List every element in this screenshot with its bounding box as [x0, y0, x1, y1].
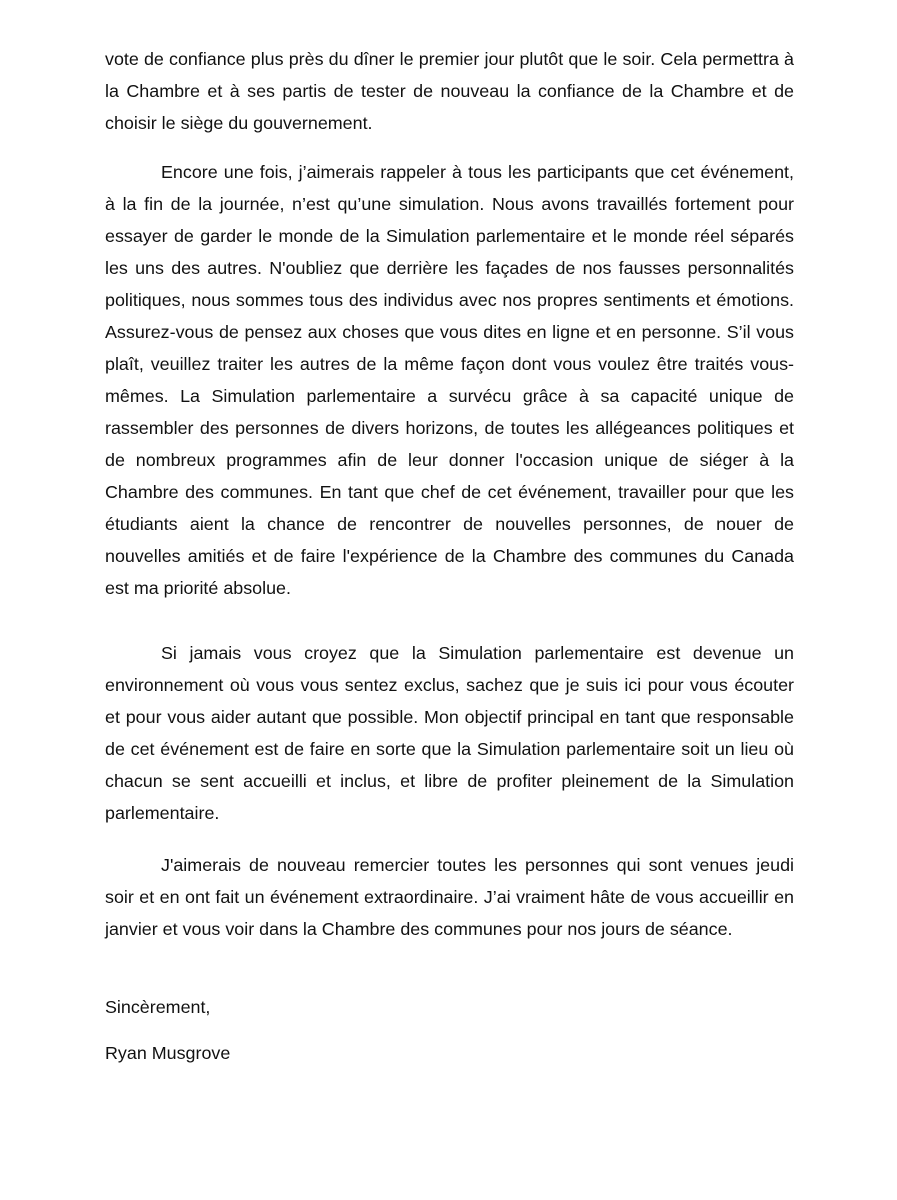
paragraph-3: Si jamais vous croyez que la Simulation parlementaire est devenue un environnement où vous vous sentez exclus, sachez que je suis ici pour vous écouter et pour vous aider autant que possible. Mon objectif principal en tant que responsable de cet événement est de faire en sorte que la Simulation parlementaire soit un lieu où chacun se sent accueilli et inclus, et libre de profiter pleinement de la Simulation parlementaire.	[105, 643, 794, 823]
paragraph-2: Encore une fois, j’aimerais rappeler à tous les participants que cet événement, à la fin de la journée, n’est qu’une simulation. Nous avons travaillés fortement pour essayer de garder le monde de la Simulation parlementaire et le monde réel séparés les uns des autres. N'oubliez que derrière les façades de nos fausses personnalités politiques, nous sommes tous des individus avec nos propres sentiments et émotions. Assurez-vous de pensez aux choses que vous dites en ligne et en personne. S’il vous plaît, veuillez traiter les autres de la même façon dont vous voulez être traités vous-mêmes. La Simulation parlementaire a survécu grâce à sa capacité unique de rassembler des personnes de divers horizons, de toutes les allégeances politiques et de nombreux programmes afin de leur donner l'occasion unique de siéger à la Chambre des communes. En tant que chef de cet événement, travailler pour que les étudiants aient la chance de rencontrer de nouvelles personnes, de nouer de nouvelles amitiés et de faire l'expérience de la Chambre des communes du Canada est ma priorité absolue.	[105, 162, 794, 598]
closing-line: Sincèrement,	[105, 997, 211, 1017]
paragraph-4: J'aimerais de nouveau remercier toutes les personnes qui sont venues jeudi soir et en ont fait un événement extraordinaire. J’ai vraiment hâte de vous accueillir en janvier et vous voir dans la Chambre des communes pour nos jours de séance.	[105, 855, 794, 939]
signature-name: Ryan Musgrove	[105, 1043, 231, 1063]
paragraph-1: vote de confiance plus près du dîner le premier jour plutôt que le soir. Cela permettra à la Chambre et à ses partis de tester de nouveau la confiance de la Chambre et de choisir le siège du gouvernement.	[105, 49, 794, 133]
